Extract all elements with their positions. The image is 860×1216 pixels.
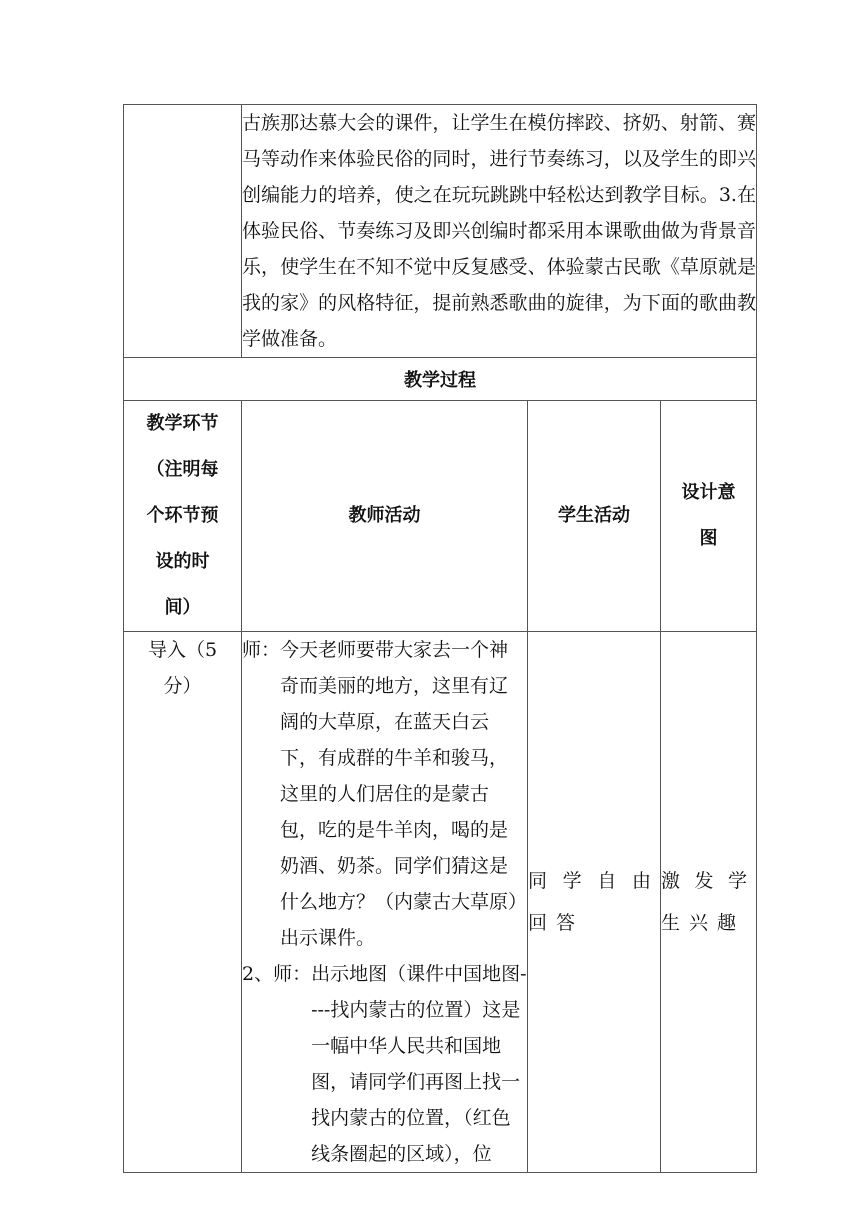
student-activity-cell <box>528 632 661 1173</box>
header-student: 学生活动 <box>528 401 661 632</box>
teacher-activity-item <box>242 632 527 956</box>
empty-cell <box>124 105 242 358</box>
item-lead: 2、师： <box>242 963 312 985</box>
table-row <box>124 358 757 401</box>
lesson-plan-table <box>123 104 757 1173</box>
design-intent-cell <box>661 632 757 1173</box>
stage-label: 导入（5分） <box>147 639 218 697</box>
item-lead: 师： <box>242 639 281 661</box>
header-design <box>661 401 757 632</box>
table-header-row <box>124 401 757 632</box>
student-activity-text: 同学自由回答 <box>528 870 660 934</box>
table-row <box>124 105 757 358</box>
stage-cell <box>124 632 242 1173</box>
header-stage-label: 教学环节（注明每个环节预设的时间） <box>146 413 219 618</box>
item-text: 今天老师要带大家去一个神奇而美丽的地方，这里有辽阔的大草原，在蓝天白云下，有成群的牛羊和骏马，这里的人们居住的是蒙古包，吃的是牛羊肉，喝的是奶酒、奶茶。同学们猜这是什么地方？（内蒙古大草原）出示课件。 <box>280 639 528 949</box>
header-stage <box>124 401 242 632</box>
design-intent-text: 激发学生兴趣 <box>661 870 757 934</box>
design-rationale-text: 古族那达慕大会的课件，让学生在模仿摔跤、挤奶、射箭、赛马等动作来体验民俗的同时，进行节奏练习，以及学生的即兴创编能力的培养，使之在玩玩跳跳中轻松达到教学目标。3.在体验民俗、节奏练习及即兴创编时都采用本课歌曲做为背景音乐，使学生在不知不觉中反复感受、体验蒙古民歌《草原就是我的家》的风格特征，提前熟悉歌曲的旋律，为下面的歌曲教学做准备。 <box>242 105 757 358</box>
header-design-label: 设计意图 <box>681 482 736 549</box>
item-text: 出示地图（课件中国地图----找内蒙古的位置）这是一幅中华人民共和国地图，请同学们再图上找一找内蒙古的位置，（红色线条圈起的区域），位 <box>311 963 527 1165</box>
table-row <box>124 632 757 1173</box>
section-title: 教学过程 <box>124 358 757 401</box>
header-teacher: 教师活动 <box>242 401 528 632</box>
teacher-activity-cell <box>242 632 528 1173</box>
teacher-activity-item <box>242 956 527 1172</box>
